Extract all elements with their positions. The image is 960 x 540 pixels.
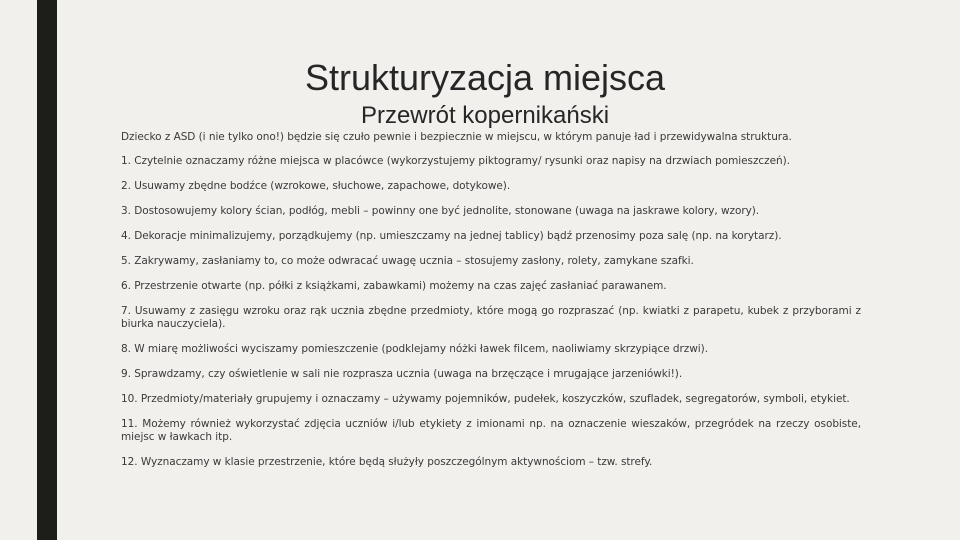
list-item-7: 7. Usuwamy z zasięgu wzroku oraz rąk ucznia zbędne przedmioty, które mogą go rozpraszać (np. kwiatki z parapetu, kubek z przyborami z biurka nauczyciela). <box>121 305 861 330</box>
list-item-4: 4. Dekoracje minimalizujemy, porządkujemy (np. umieszczamy na jednej tablicy) bądź przenosimy poza salę (np. na korytarz). <box>121 230 782 242</box>
list-item-12: 12. Wyznaczamy w klasie przestrzenie, które będą służyły poszczególnym aktywnościom – tzw. strefy. <box>121 456 653 468</box>
list-item-3: 3. Dostosowujemy kolory ścian, podłóg, mebli – powinny one być jednolite, stonowane (uwaga na jaskrawe kolory, wzory). <box>121 205 760 217</box>
list-item-5: 5. Zakrywamy, zasłaniamy to, co może odwracać uwagę ucznia – stosujemy zasłony, rolety, zamykane szafki. <box>121 255 694 267</box>
list-item-11: 11. Możemy również wykorzystać zdjęcia uczniów i/lub etykiety z imionami np. na oznaczenie wieszaków, przegródek na rzeczy osobiste, miejsc w ławkach itp. <box>121 418 861 443</box>
list-item-2: 2. Usuwamy zbędne bodźce (wzrokowe, słuchowe, zapachowe, dotykowe). <box>121 180 511 192</box>
slide-title: Strukturyzacja miejsca <box>304 57 666 98</box>
list-item-9: 9. Sprawdzamy, czy oświetlenie w sali nie rozprasza ucznia (uwaga na brzęczące i mrugające jarzeniówki!). <box>121 368 683 380</box>
list-item-1: 1. Czytelnie oznaczamy różne miejsca w placówce (wykorzystujemy piktogramy/ rysunki oraz napisy na drzwiach pomieszczeń). <box>121 155 790 167</box>
list-item-8: 8. W miarę możliwości wyciszamy pomieszczenie (podklejamy nóżki ławek filcem, naoliwiamy skrzypiące drzwi). <box>121 343 709 355</box>
slide-subtitle: Przewrót kopernikański <box>360 102 610 129</box>
intro-paragraph: Dziecko z ASD (i nie tylko ono!) będzie się czuło pewnie i bezpiecznie w miejscu, w którym panuje ład i przewidywalna struktura. <box>121 131 792 143</box>
list-item-10: 10. Przedmioty/materiały grupujemy i oznaczamy – używamy pojemników, pudełek, koszyczków, szufladek, segregatorów, symboli, etykiet. <box>121 393 850 405</box>
list-item-6: 6. Przestrzenie otwarte (np. półki z książkami, zabawkami) możemy na czas zajęć zasłaniać parawanem. <box>121 280 667 292</box>
slide-content <box>121 131 861 481</box>
